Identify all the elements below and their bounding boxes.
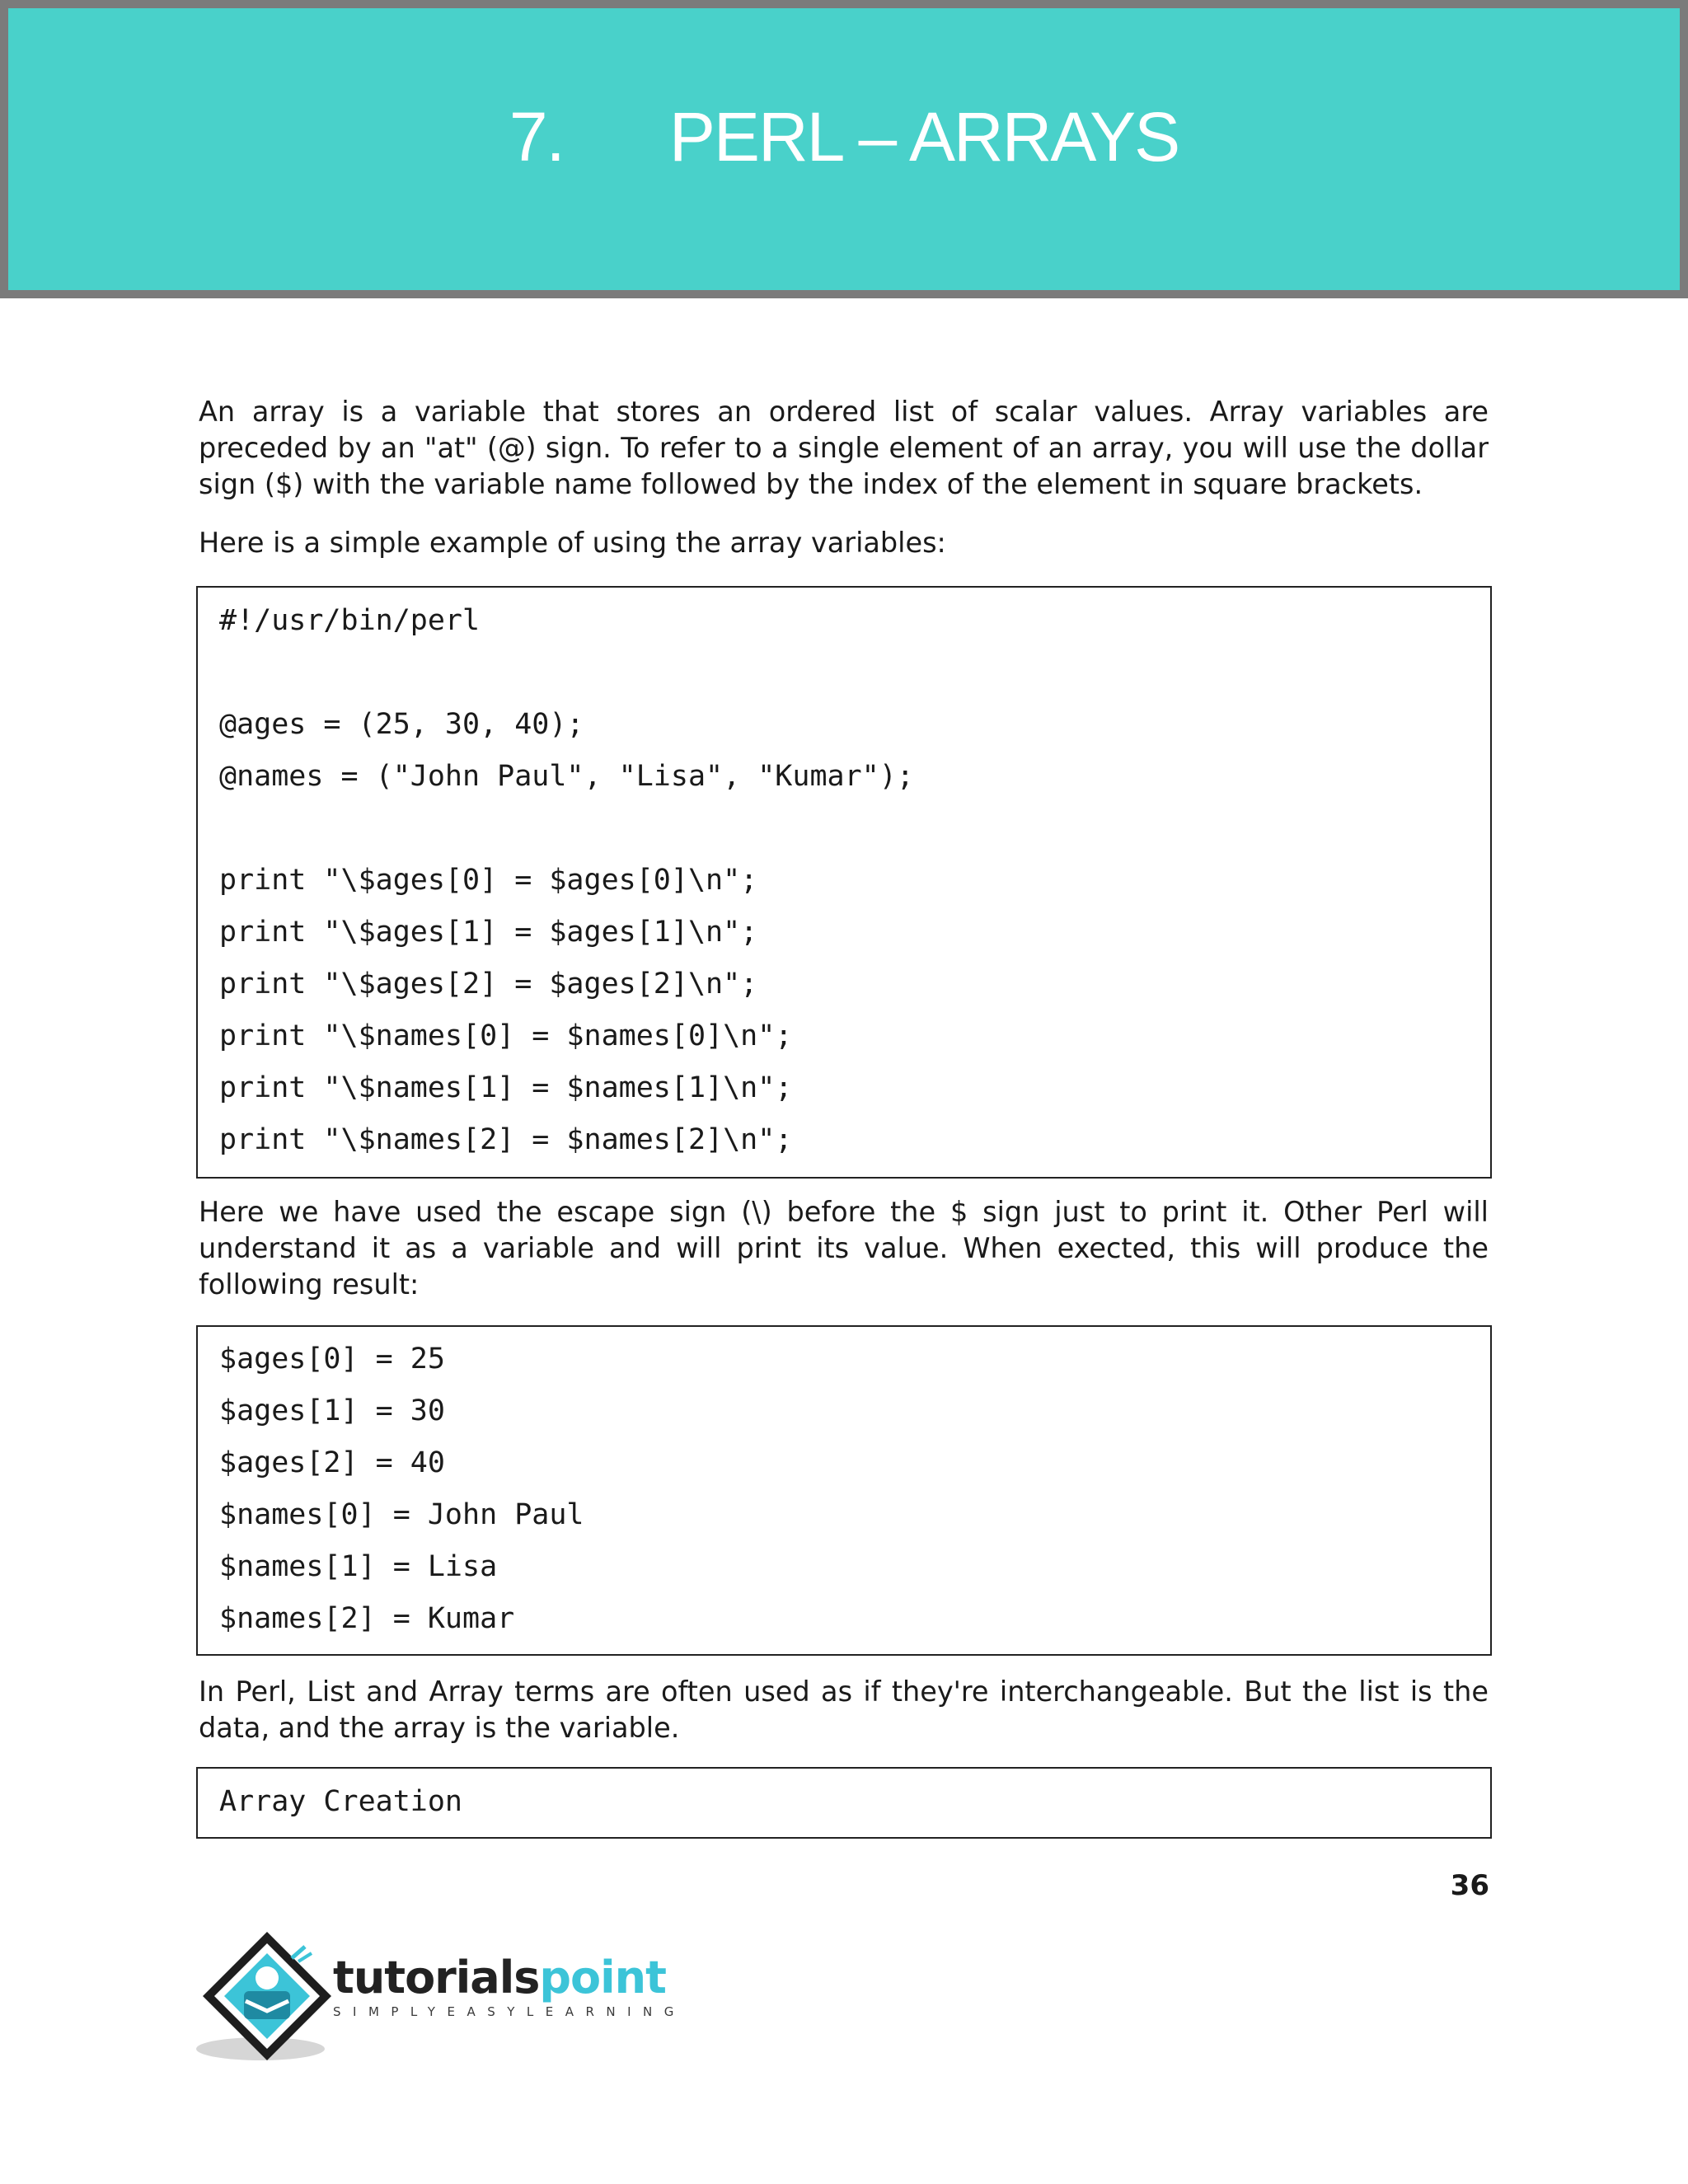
section-label-box (196, 1767, 1492, 1839)
code-line: print "\$names[2] = $names[2]\n"; (219, 1123, 793, 1156)
code-example-box (196, 586, 1492, 1179)
output-line: $names[2] = Kumar (219, 1602, 515, 1635)
code-line: @ages = (25, 30, 40); (219, 708, 584, 741)
code-line: @names = ("John Paul", "Lisa", "Kumar"); (219, 760, 914, 793)
code-line: print "\$names[1] = $names[1]\n"; (219, 1071, 793, 1104)
logo-wordmark (333, 1952, 666, 2004)
chapter-title: PERL – ARRAYS (668, 98, 1179, 176)
chapter-header-banner (0, 0, 1688, 298)
logo-word-accent: point (539, 1952, 666, 2004)
chapter-number: 7. (509, 98, 564, 176)
output-line: $ages[2] = 40 (219, 1446, 445, 1479)
code-line: print "\$ages[2] = $ages[2]\n"; (219, 968, 758, 1001)
intro-paragraph: An array is a variable that stores an ordered list of scalar values. Array variables are preceded by an "at" (@) sign. To refer to a single element of an array, you will use the dollar sign ($) with the variable name followed by the index of the element in square brackets. (199, 396, 1489, 500)
code-line: #!/usr/bin/perl (219, 604, 481, 637)
logo-diamond-icon (193, 1925, 333, 2065)
code-line: print "\$ages[1] = $ages[1]\n"; (219, 916, 758, 949)
example-intro-paragraph: Here is a simple example of using the array variables: (199, 527, 946, 559)
logo-tagline: SIMPLYEASYLEARNING (333, 2004, 686, 2019)
code-line: print "\$names[0] = $names[0]\n"; (219, 1019, 793, 1052)
logo-word-primary: tutorials (333, 1952, 540, 2004)
section-label: Array Creation (219, 1785, 463, 1818)
page-number: 36 (1450, 1869, 1489, 1902)
escape-note-paragraph: Here we have used the escape sign (\) before the $ sign just to print it. Other Perl will understand it as a variable and will print its value. When exected, this will produce the following result: (199, 1196, 1489, 1301)
tutorialspoint-logo (193, 1925, 686, 2065)
output-line: $names[0] = John Paul (219, 1498, 584, 1531)
list-vs-array-paragraph: In Perl, List and Array terms are often used as if they're interchangeable. But the list is the data, and the array is the variable. (199, 1675, 1489, 1744)
output-line: $names[1] = Lisa (219, 1550, 498, 1583)
output-line: $ages[1] = 30 (219, 1394, 445, 1427)
code-line: print "\$ages[0] = $ages[0]\n"; (219, 864, 758, 897)
output-example-box (196, 1325, 1492, 1656)
chapter-heading (8, 97, 1680, 177)
output-line: $ages[0] = 25 (219, 1343, 445, 1376)
